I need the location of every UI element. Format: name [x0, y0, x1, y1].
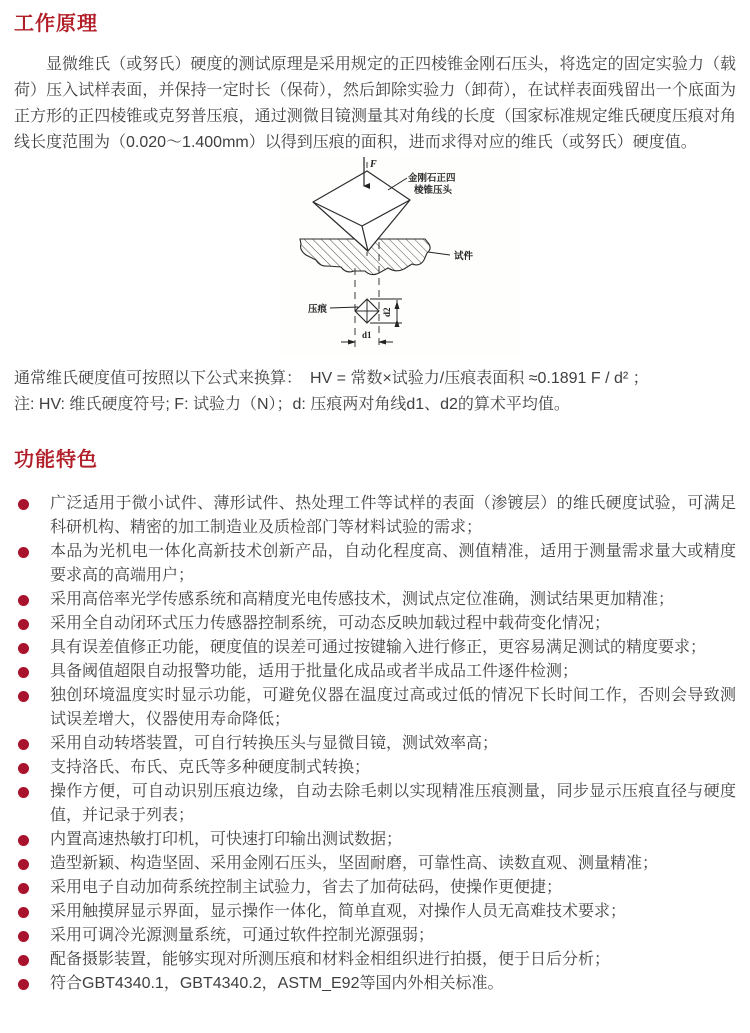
- force-label: F: [370, 159, 377, 170]
- feature-text: 采用自动转塔装置，可自行转换压头与显微目镜，测试效率高；: [50, 735, 499, 752]
- feature-item: [14, 660, 736, 684]
- bullet-icon: [18, 979, 29, 990]
- formula-note: 注: HV: 维氏硬度符号; F: 试验力（N）；d: 压痕两对角线d1、d2的算术平均值。: [14, 396, 570, 413]
- feature-item: [14, 732, 736, 756]
- feature-item: [14, 540, 736, 588]
- indentation-label: 压痕: [308, 305, 328, 315]
- feature-text: 配备摄影装置，能够实现对所测压痕和材料金相组织进行拍摄，便于日后分析；: [50, 951, 611, 968]
- bullet-icon: [18, 667, 29, 678]
- feature-item: [14, 492, 736, 540]
- bullet-icon: [18, 787, 29, 798]
- indenter-label-line2: 棱锥压头: [414, 186, 453, 196]
- feature-text: 具有误差值修正功能，硬度值的误差可通过按键输入进行修正，更容易满足测试的精度要求；: [50, 639, 707, 656]
- section-heading-features: 功能特色: [14, 449, 98, 471]
- feature-text: 采用高倍率光学传感系统和高精度光电传感技术，测试点定位准确，测试结果更加精准；: [50, 591, 675, 608]
- feature-text: 造型新颖、构造坚固、采用金刚石压头，坚固耐磨，可靠性高、读数直观、测量精准；: [50, 855, 659, 872]
- indenter-label: 金刚石正四: [408, 174, 456, 184]
- feature-text: 采用全自动闭环式压力传感器控制系统，可动态反映加载过程中载荷变化情况；: [50, 615, 611, 632]
- bullet-icon: [18, 619, 29, 630]
- section-heading-principle: 工作原理: [14, 13, 98, 35]
- feature-text: 本品为光机电一体化高新技术创新产品，自动化程度高、测值精准，适用于测量需求量大或精度要求高的高端用户；: [50, 543, 736, 584]
- d2-label: d2: [382, 307, 392, 317]
- feature-text: 采用电子自动加荷系统控制主试验力，省去了加荷砝码，使操作更便捷；: [50, 879, 563, 896]
- feature-text: 具备阈值超限自动报警功能，适用于批量化成品或者半成品工件逐件检测；: [50, 663, 579, 680]
- bullet-icon: [18, 931, 29, 942]
- feature-text: 采用可调冷光源测量系统，可通过软件控制光源强弱；: [50, 927, 435, 944]
- indentation-diagram: [280, 156, 520, 356]
- features-list: [14, 492, 736, 996]
- bullet-icon: [18, 907, 29, 918]
- feature-text: 操作方便，可自动识别压痕边缘，自动去除毛刺以实现精准压痕测量，同步显示压痕直径与硬度值，并记录于列表；: [50, 783, 736, 824]
- d1-label: d1: [362, 330, 372, 340]
- feature-text: 独创环境温度实时显示功能，可避免仪器在温度过高或过低的情况下长时间工作，否则会导致测试误差增大，仪器使用寿命降低；: [50, 687, 736, 728]
- bullet-icon: [18, 763, 29, 774]
- indentation-leader-line: [330, 307, 358, 308]
- feature-text: 内置高速热敏打印机，可快速打印输出测试数据；: [50, 831, 403, 848]
- principle-paragraph: 显微维氏（或努氏）硬度的测试原理是采用规定的正四棱锥金刚石压头，将选定的固定实验力（载荷）压入试样表面，并保持一定时长（保荷），然后卸除实验力（卸荷），在试样表面残留出一个底面为正方形的正四棱锥或克努普压痕，通过测微目镜测量其对角线的长度（国家标准规定维氏硬度压痕对角线长度范围为（0.020～1.400mm）以得到压痕的面积，进而求得对应的维氏（或努氏）硬度值。: [14, 56, 736, 151]
- feature-item: [14, 780, 736, 828]
- feature-item: [14, 636, 736, 660]
- feature-text: 符合GBT4340.1，GBT4340.2，ASTM_E92等国内外相关标准。: [50, 975, 504, 992]
- bullet-icon: [18, 643, 29, 654]
- feature-item: [14, 684, 736, 732]
- bullet-icon: [18, 499, 29, 510]
- bullet-icon: [18, 739, 29, 750]
- feature-item: [14, 756, 736, 780]
- feature-text: 采用触摸屏显示界面，显示操作一体化，简单直观，对操作人员无高难技术要求；: [50, 903, 627, 920]
- formula-line: 通常维氏硬度值可按照以下公式来换算： HV = 常数×试验力/压痕表面积 ≈0.1891 F / d² ；: [14, 370, 649, 387]
- bullet-icon: [18, 835, 29, 846]
- indentation-mark: [355, 299, 379, 323]
- bullet-icon: [18, 859, 29, 870]
- specimen-label: 试件: [454, 252, 474, 262]
- bullet-icon: [18, 883, 29, 894]
- feature-item: [14, 900, 736, 924]
- bullet-icon: [18, 547, 29, 558]
- bullet-icon: [18, 595, 29, 606]
- feature-item: [14, 876, 736, 900]
- feature-item: [14, 972, 736, 996]
- feature-item: [14, 852, 736, 876]
- feature-item: [14, 948, 736, 972]
- feature-item: [14, 828, 736, 852]
- bullet-icon: [18, 691, 29, 702]
- bullet-icon: [18, 955, 29, 966]
- feature-item: [14, 924, 736, 948]
- specimen-leader-line: [428, 252, 450, 255]
- indenter-leader-line: [388, 178, 407, 190]
- feature-text: 支持洛氏、布氏、克氏等多种硬度制式转换；: [50, 759, 371, 776]
- feature-text: 广泛适用于微小试件、薄形试件、热处理工件等试样的表面（渗镀层）的维氏硬度试验，可满足科研机构、精密的加工制造业及质检部门等材料试验的需求；: [50, 495, 736, 536]
- feature-item: [14, 588, 736, 612]
- feature-item: [14, 612, 736, 636]
